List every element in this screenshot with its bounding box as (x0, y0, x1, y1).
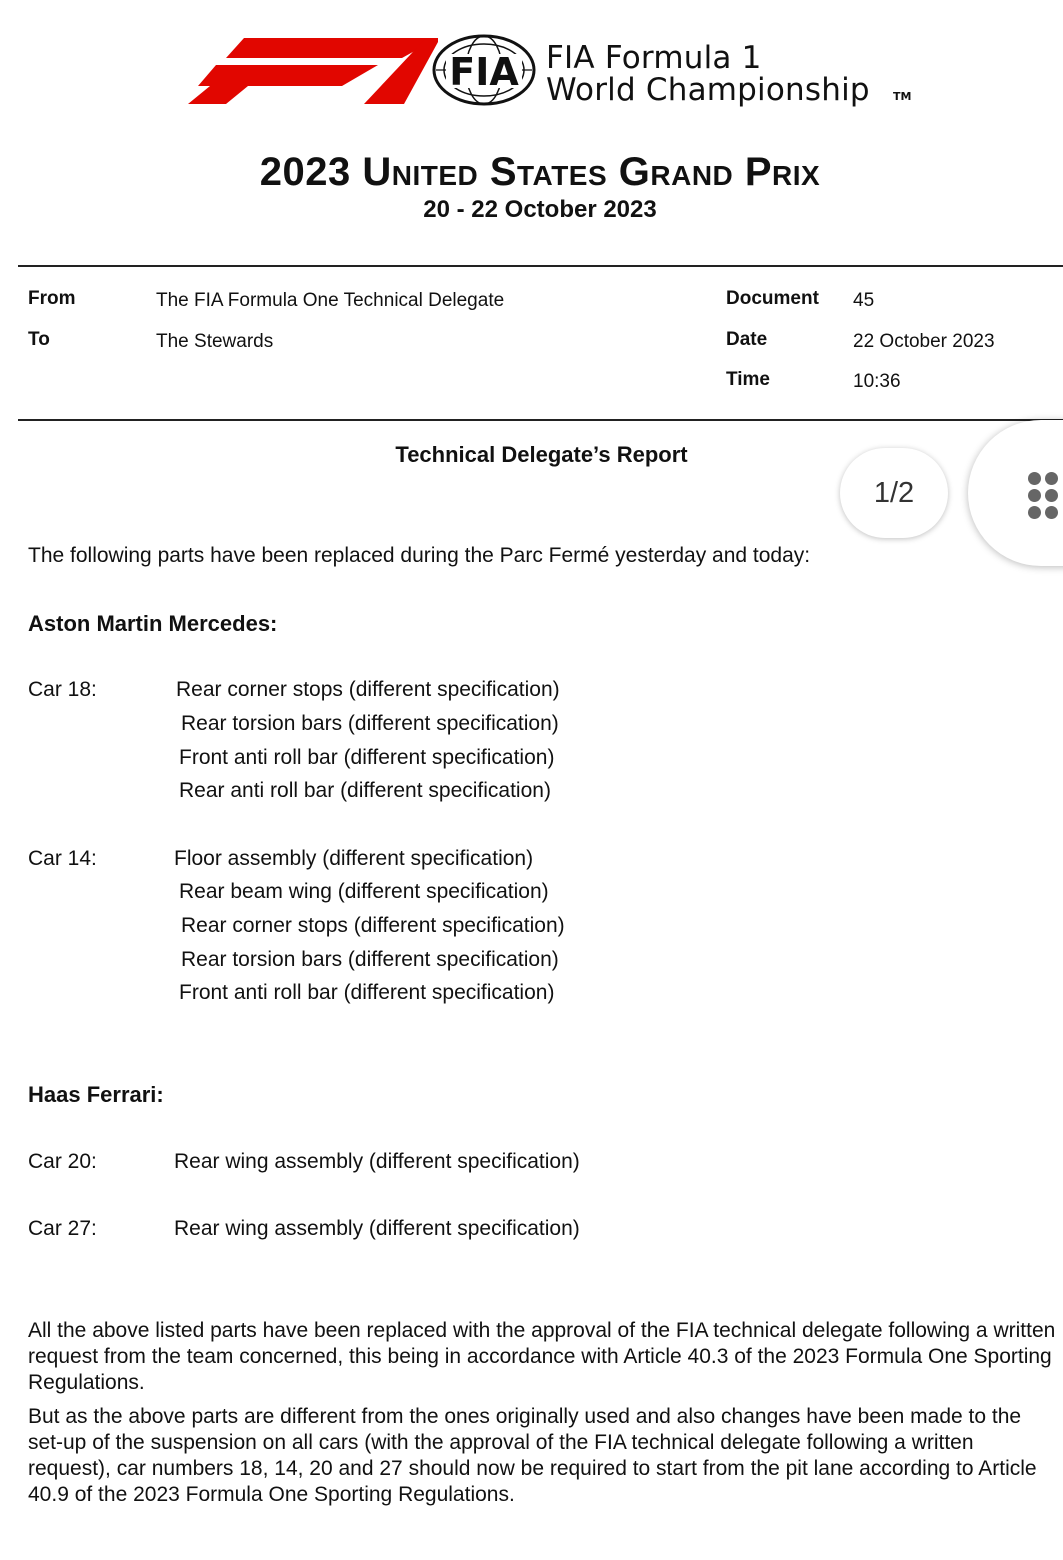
page-indicator-text: 1/2 (873, 476, 915, 509)
part-item: Rear corner stops (different specification) (176, 678, 560, 701)
brand-line-1: FIA Formula 1 (546, 40, 762, 76)
date-value: 22 October 2023 (853, 331, 995, 352)
team-name: Haas Ferrari: (28, 1082, 164, 1107)
report-title: Technical Delegate’s Report (395, 442, 688, 467)
part-item: Rear wing assembly (different specification) (174, 1217, 580, 1240)
divider-top (18, 265, 1063, 267)
part-item: Rear corner stops (different specification) (181, 914, 565, 937)
part-item: Rear torsion bars (different specification) (181, 948, 559, 971)
part-item: Floor assembly (different specification) (174, 847, 534, 870)
fia-logo (432, 34, 536, 106)
trademark: TM (893, 90, 912, 103)
part-item: Rear wing assembly (different specification) (174, 1150, 580, 1173)
team-name: Aston Martin Mercedes: (28, 611, 278, 636)
car-label: Car 18: (28, 678, 97, 701)
time-value: 10:36 (853, 371, 901, 392)
from-label: From (28, 288, 76, 309)
car-label: Car 20: (28, 1150, 97, 1173)
part-item: Front anti roll bar (different specification) (179, 746, 555, 769)
report-paragraph-2: But as the above parts are different from the ones originally used and also changes have been made to the set-up of the suspension on all cars (with the approval of the FIA technical delegate following a written request), car numbers 18, 14, 20 and 27 should now be required to start from the pit lane according to Article 40.9 of the 2023 Formula One Sporting Regulations. (28, 1405, 1037, 1506)
fia-logo-text: FIA (449, 50, 519, 94)
part-item: Rear beam wing (different specification) (179, 880, 549, 903)
part-item: Rear anti roll bar (different specification) (179, 779, 551, 802)
report-paragraph-1: All the above listed parts have been replaced with the approval of the FIA technical delegate following a written request from the team concerned, this being in accordance with Article 40.3 of the 2023 Formula One Sporting Regulations. (28, 1319, 1056, 1394)
date-label: Date (726, 329, 768, 350)
divider-bottom (18, 419, 1063, 421)
event-dates: 20 - 22 October 2023 (423, 196, 657, 223)
time-label: Time (726, 369, 771, 390)
grip-dots-icon (1026, 470, 1063, 516)
to-label: To (28, 329, 50, 350)
document-value: 45 (853, 290, 875, 311)
report-intro: The following parts have been replaced during the Parc Fermé yesterday and today: (28, 544, 811, 567)
document-label: Document (726, 288, 819, 309)
car-label: Car 27: (28, 1217, 97, 1240)
event-title-text: 2023 United States Grand Prix (259, 150, 821, 194)
from-value: The FIA Formula One Technical Delegate (156, 290, 505, 311)
part-item: Front anti roll bar (different specification) (179, 981, 555, 1004)
brand-line-2: World Championship (546, 72, 870, 108)
to-value: The Stewards (156, 331, 274, 352)
car-label: Car 14: (28, 847, 97, 870)
part-item: Rear torsion bars (different specification) (181, 712, 559, 735)
f1-logo (188, 38, 438, 104)
page-indicator[interactable] (840, 448, 948, 538)
event-title (0, 150, 1063, 195)
